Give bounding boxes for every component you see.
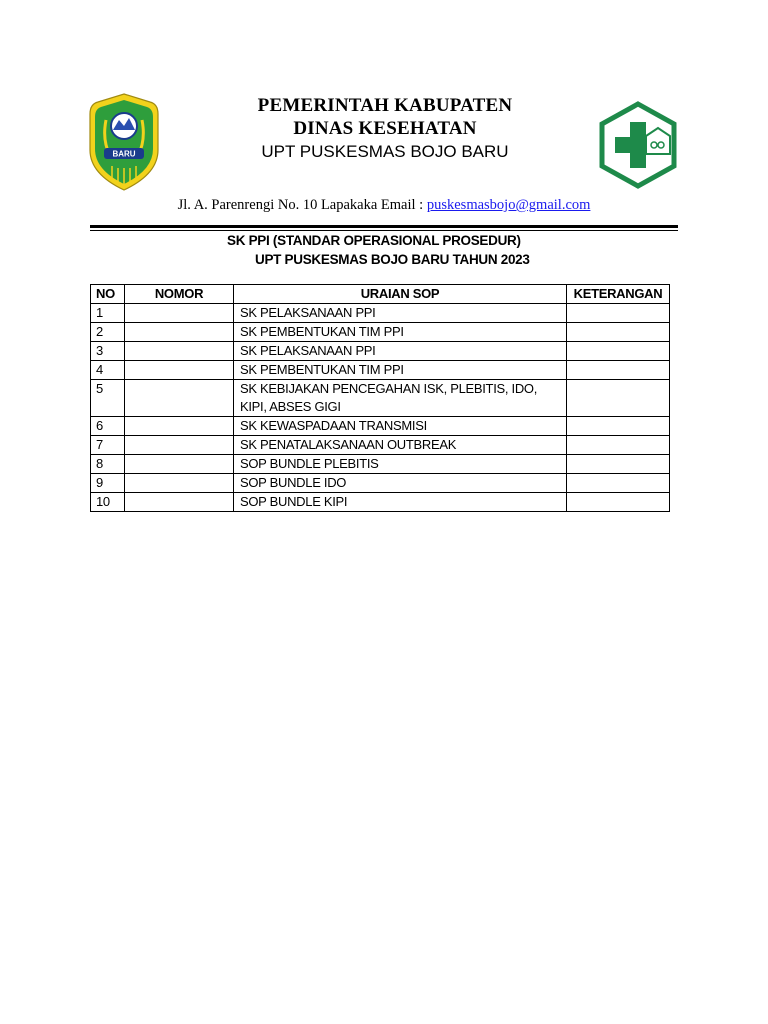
facility-name: UPT PUSKESMAS BOJO BARU [261,142,509,161]
cell-keterangan [567,474,670,493]
cell-uraian [234,380,567,417]
table-row [91,417,670,436]
header-divider-thick [90,225,678,228]
table-row [91,474,670,493]
cell-uraian: SK PELAKSANAAN PPI [234,342,567,361]
column-header-keterangan: KETERANGAN [567,285,670,304]
cell-nomor [125,361,234,380]
cell-no: 6 [91,417,125,436]
cell-nomor [125,323,234,342]
cell-uraian: SOP BUNDLE PLEBITIS [234,455,567,474]
kabupaten-emblem-logo [88,92,160,192]
cell-nomor [125,436,234,455]
cell-keterangan [567,304,670,323]
cell-uraian: SK PEMBENTUKAN TIM PPI [234,323,567,342]
cell-uraian: SOP BUNDLE IDO [234,474,567,493]
cell-nomor [125,342,234,361]
cell-nomor [125,455,234,474]
table-row [91,455,670,474]
cell-uraian-line: SK KEBIJAKAN PENCEGAHAN ISK, PLEBITIS, IDO, [240,381,538,396]
cell-nomor [125,417,234,436]
cell-no: 10 [91,493,125,512]
department-name: DINAS KESEHATAN [293,118,477,139]
cell-keterangan [567,455,670,474]
cell-nomor [125,304,234,323]
cell-keterangan [567,417,670,436]
puskesmas-logo [586,92,690,192]
document-subtitle: UPT PUSKESMAS BOJO BARU TAHUN 2023 [255,252,530,267]
cell-no: 3 [91,342,125,361]
cell-nomor [125,380,234,417]
cell-uraian-line: KIPI, ABSES GIGI [240,399,341,414]
cell-uraian: SK PEMBENTUKAN TIM PPI [234,361,567,380]
address-line [90,197,678,214]
column-header-nomor: NOMOR [125,285,234,304]
column-header-no: NO [91,285,125,304]
column-header-uraian: URAIAN SOP [234,285,567,304]
cell-no: 1 [91,304,125,323]
table-header-row [91,285,670,304]
table-row [91,436,670,455]
government-name: PEMERINTAH KABUPATEN [257,95,513,116]
cell-no: 7 [91,436,125,455]
table-row [91,323,670,342]
cell-keterangan [567,323,670,342]
document-title: SK PPI (STANDAR OPERASIONAL PROSEDUR) [227,233,521,248]
cell-nomor [125,493,234,512]
table-row [91,361,670,380]
cell-keterangan [567,380,670,417]
cell-keterangan [567,342,670,361]
cell-no: 2 [91,323,125,342]
cell-no: 8 [91,455,125,474]
table-row [91,493,670,512]
address-text: Jl. A. Parenrengi No. 10 Lapakaka Email : [177,197,427,213]
cell-keterangan [567,493,670,512]
cell-no: 4 [91,361,125,380]
table-row [91,304,670,323]
header-divider-thin [90,230,678,231]
cell-uraian: SK KEWASPADAAN TRANSMISI [234,417,567,436]
letterhead [200,94,570,163]
sop-table [90,284,670,512]
cell-no: 9 [91,474,125,493]
email-link[interactable]: puskesmasbojo@gmail.com [426,197,591,213]
cell-keterangan [567,361,670,380]
svg-text:BARU: BARU [112,149,136,159]
cell-nomor [125,474,234,493]
table-row [91,342,670,361]
cell-no: 5 [91,380,125,417]
table-row [91,380,670,417]
cell-uraian: SOP BUNDLE KIPI [234,493,567,512]
cell-uraian: SK PENATALAKSANAAN OUTBREAK [234,436,567,455]
cell-keterangan [567,436,670,455]
cell-uraian: SK PELAKSANAAN PPI [234,304,567,323]
